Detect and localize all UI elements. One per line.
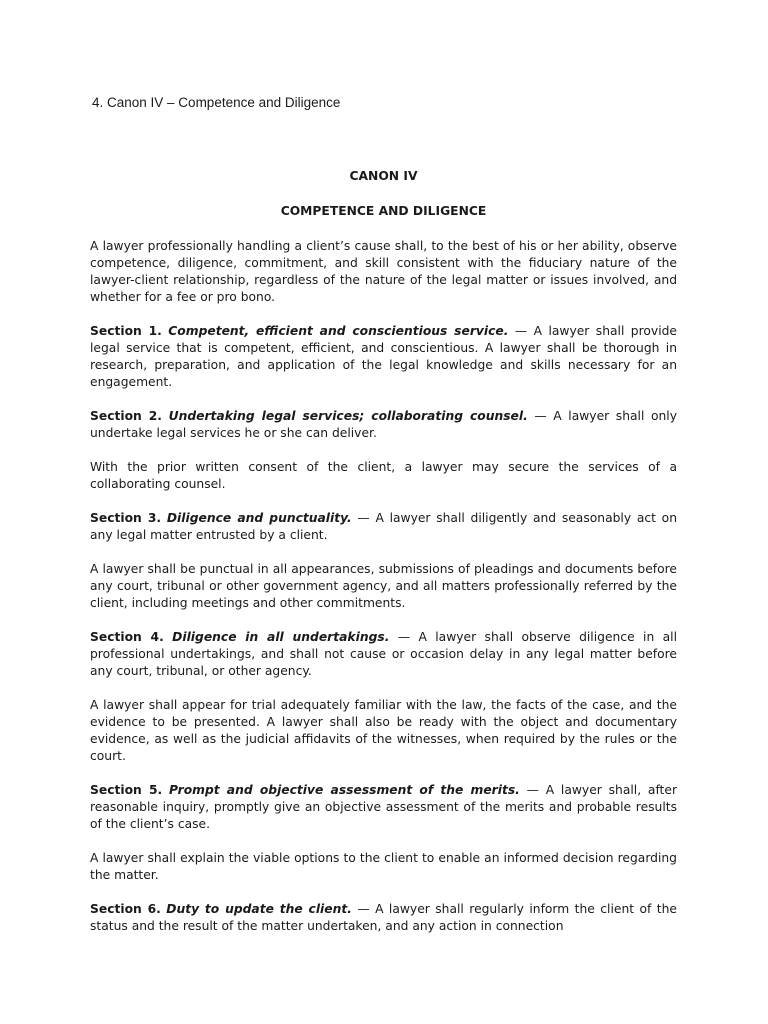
- canon-subtitle: COMPETENCE AND DILIGENCE: [280, 204, 487, 218]
- section-2-title: Undertaking legal services; collaborating counsel.: [168, 409, 528, 423]
- section-5-text: — A lawyer shall, after reasonable inquiry, promptly give an objective assessment of the merits and probable results of the client’s case.: [90, 783, 677, 831]
- section-2-label: Section 2.: [90, 409, 162, 423]
- section-5-paragraph: [90, 782, 677, 833]
- section-6-label: Section 6.: [90, 902, 161, 916]
- section-4-paragraph: [90, 629, 677, 680]
- section-1-text: — A lawyer shall provide legal service that is competent, efficient, and conscientious. A lawyer shall be thorough in research, preparation, and application of the legal knowledge and skills necessary for an engagement.: [90, 324, 677, 389]
- section-3-extra-paragraph: A lawyer shall be punctual in all appearances, submissions of pleadings and documents before any court, tribunal or other government agency, and all matters professionally referred by the client, including meetings and other commitments.: [90, 562, 677, 610]
- section-2-extra-paragraph: With the prior written consent of the client, a lawyer may secure the services of a collaborating counsel.: [90, 460, 677, 491]
- section-1-label: Section 1.: [90, 324, 162, 338]
- section-6-paragraph: [90, 901, 677, 935]
- intro-paragraph: A lawyer professionally handling a client’s cause shall, to the best of his or her ability, observe competence, diligence, commitment, and skill consistent with the fiduciary nature of the lawyer-client relationship, regardless of the nature of the legal matter or issues involved, and whether for a fee or pro bono.: [90, 239, 677, 304]
- section-4-extra-paragraph: A lawyer shall appear for trial adequately familiar with the law, the facts of the case, and the evidence to be presented. A lawyer shall also be ready with the object and documentary evidence, as well as the judicial affidavits of the witnesses, when required by the rules or the court.: [90, 698, 677, 763]
- section-5-label: Section 5.: [90, 783, 163, 797]
- section-2-text: — A lawyer shall only undertake legal services he or she can deliver.: [90, 409, 677, 440]
- section-6-title: Duty to update the client.: [166, 902, 352, 916]
- section-1-title: Competent, efficient and conscientious service.: [168, 324, 509, 338]
- section-5-extra-paragraph: A lawyer shall explain the viable options to the client to enable an informed decision regarding the matter.: [90, 851, 677, 882]
- section-1-paragraph: [90, 323, 677, 391]
- section-4-title: Diligence in all undertakings.: [172, 630, 390, 644]
- section-3-title: Diligence and punctuality.: [166, 511, 352, 525]
- canon-title: CANON IV: [349, 169, 418, 183]
- section-3-text: — A lawyer shall diligently and seasonably act on any legal matter entrusted by a client.: [90, 511, 677, 542]
- section-5-title: Prompt and objective assessment of the merits.: [169, 783, 520, 797]
- section-3-label: Section 3.: [90, 511, 162, 525]
- section-3-paragraph: [90, 510, 677, 544]
- section-2-paragraph: [90, 408, 677, 442]
- section-4-text: — A lawyer shall observe diligence in all professional undertakings, and shall not cause or occasion delay in any legal matter before any court, tribunal, or other agency.: [90, 630, 677, 678]
- document-body: [90, 168, 677, 952]
- section-4-label: Section 4.: [90, 630, 164, 644]
- section-6-text: — A lawyer shall regularly inform the client of the status and the result of the matter undertaken, and any action in connection: [90, 902, 677, 933]
- document-header-line: 4. Canon IV – Competence and Diligence: [92, 95, 341, 110]
